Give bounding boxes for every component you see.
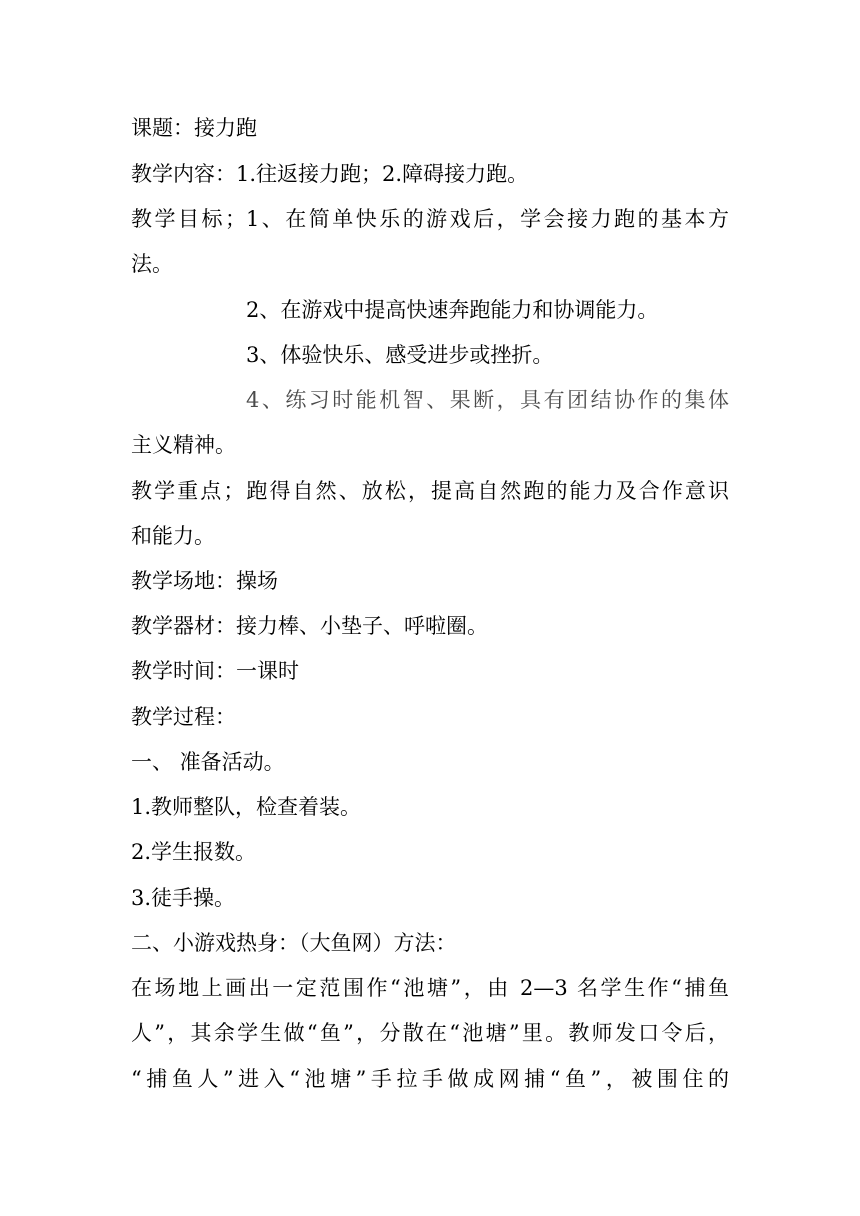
process-item-1: 1.教师整队，检查着装。 (131, 795, 362, 819)
teaching-goal-line-2: 2、在游戏中提高快速奔跑能力和协调能力。 (246, 298, 659, 322)
teaching-focus-line-continued: 和能力。 (131, 524, 215, 548)
section-two-heading: 二、小游戏热身：（大鱼网）方法： (131, 931, 457, 955)
teaching-venue-line: 教学场地：操场 (131, 569, 278, 593)
teaching-goal-line-1-continued: 法。 (131, 252, 173, 276)
teaching-goal-line-3: 3、体验快乐、感受进步或挫折。 (246, 343, 554, 367)
game-method-line-2: 人”，其余学生做“鱼”，分散在“池塘”里。教师发口令后， (131, 1021, 729, 1045)
game-method-line-3: “捕鱼人”进入“池塘”手拉手做成网捕“鱼”，被围住的 (131, 1067, 729, 1091)
teaching-process-heading: 教学过程： (131, 705, 236, 729)
teaching-focus-line: 教学重点；跑得自然、放松，提高自然跑的能力及合作意识 (131, 479, 729, 503)
teaching-goal-line-4-continued: 主义精神。 (131, 433, 236, 457)
teaching-goal-line-1: 教学目标；1、在简单快乐的游戏后，学会接力跑的基本方 (131, 207, 729, 231)
lesson-title-line: 课题：接力跑 (131, 116, 257, 140)
process-item-2: 2.学生报数。 (131, 840, 257, 864)
teaching-equipment-line: 教学器材：接力棒、小垫子、呼啦圈。 (131, 614, 488, 638)
teaching-content-line: 教学内容：1.往返接力跑；2.障碍接力跑。 (131, 162, 529, 186)
process-item-3: 3.徒手操。 (131, 886, 236, 910)
teaching-time-line: 教学时间：一课时 (131, 659, 299, 683)
game-method-line-1: 在场地上画出一定范围作“池塘”，由 2—3 名学生作“捕鱼 (131, 976, 729, 1000)
teaching-goal-line-4: 4、练习时能机智、果断，具有团结协作的集体 (246, 388, 729, 412)
section-one-heading: 一、 准备活动。 (131, 750, 285, 774)
